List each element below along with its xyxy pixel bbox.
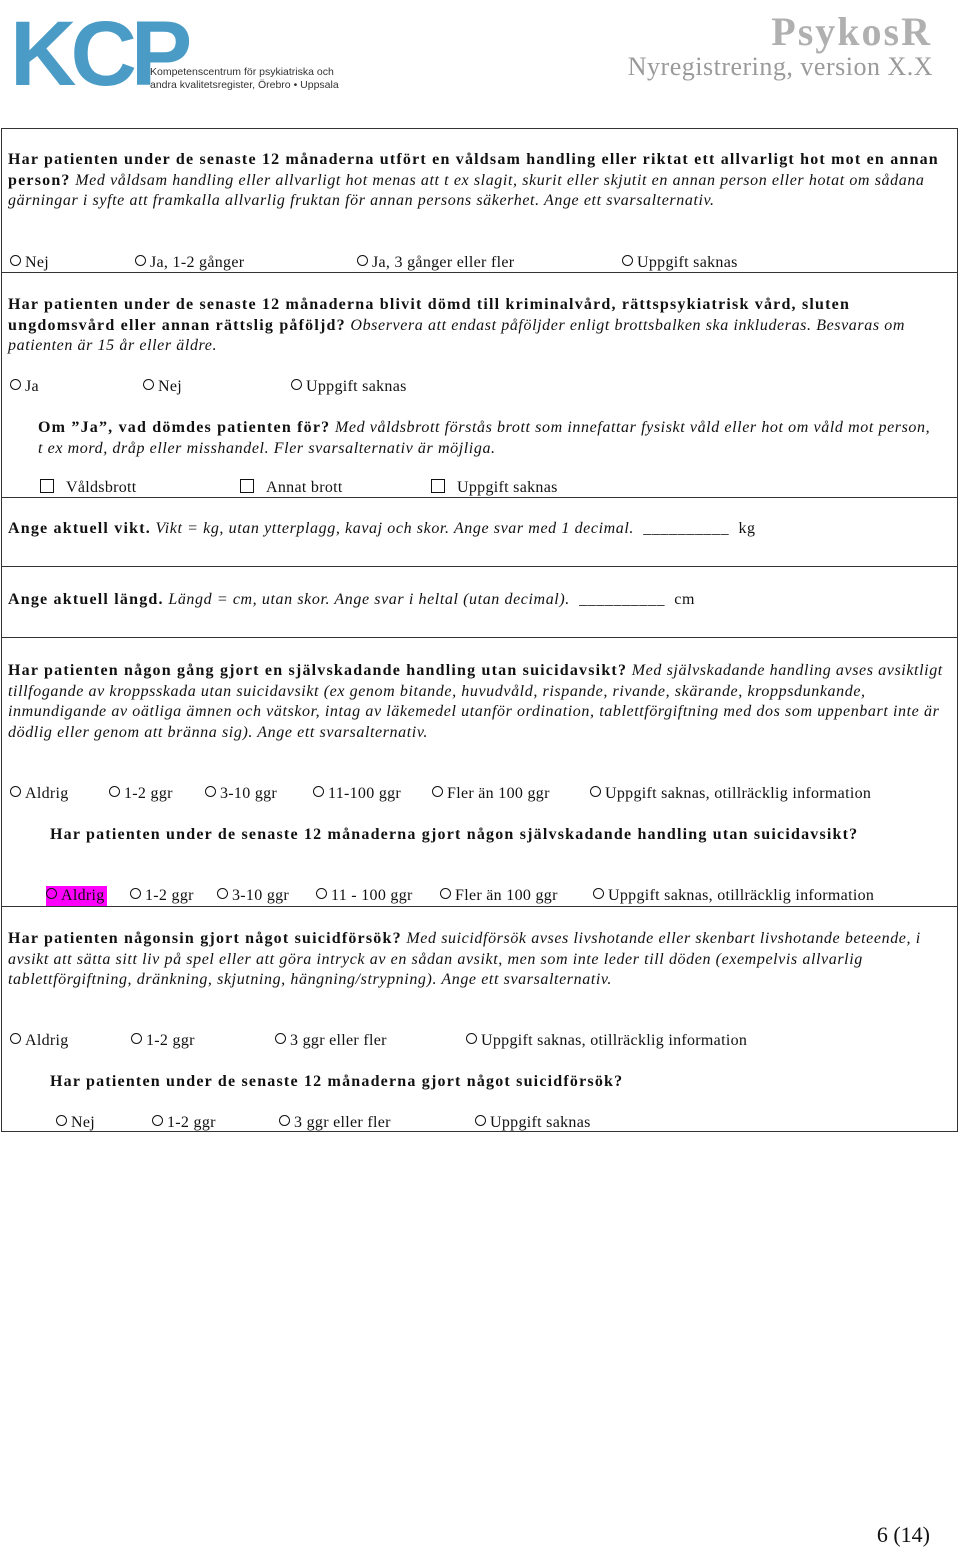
radio-option[interactable]: 1-2 ggr bbox=[130, 886, 194, 906]
radio-icon bbox=[313, 786, 324, 797]
divider bbox=[1, 566, 958, 567]
weight-input[interactable]: __________ bbox=[643, 520, 730, 537]
question-weight bbox=[8, 519, 953, 540]
radio-option[interactable]: Uppgift saknas, otillräcklig information bbox=[593, 886, 874, 906]
checkbox-icon bbox=[40, 479, 54, 493]
subquestion-suicide-12m bbox=[50, 1072, 910, 1093]
question-text: Ange aktuell längd. bbox=[8, 591, 164, 608]
subquestion-crime-type bbox=[38, 418, 938, 459]
question-text: Har patienten under de senaste 12 månaderna gjort någon självskadande handling utan suicidavsikt? bbox=[50, 826, 859, 843]
radio-icon bbox=[131, 1033, 142, 1044]
radio-icon bbox=[217, 888, 228, 899]
question-text: Har patienten under de senaste 12 månaderna gjort något suicidförsök? bbox=[50, 1073, 624, 1090]
question-suicide-attempt bbox=[8, 929, 953, 991]
document-title: PsykosR bbox=[771, 9, 932, 54]
radio-icon bbox=[10, 786, 21, 797]
checkbox-option[interactable]: Uppgift saknas bbox=[431, 478, 558, 498]
question-text: Har patienten under de senaste 12 månaderna utfört en våldsam handling eller riktat ett allvarligt hot mot en annan person? bbox=[8, 151, 939, 189]
question-text: Om ”Ja”, vad dömdes patienten för? bbox=[38, 419, 331, 436]
radio-icon bbox=[46, 888, 57, 899]
question-help: Med självskadande handling avses avsiktligt tillfogande av kroppsskada utan suicidavsikt (ex genom bitande, huvudvåld, rispande, rivande, skärande, kroppsdunkande, inmundigande av oätliga ämnen och vätskor, intag av läkemedel utanför ordination, tablettförgiftning med dos som uppenbart inte är dödlig eller genom att bränna sig). Ange ett svarsalternativ. bbox=[8, 662, 943, 741]
radio-icon bbox=[109, 786, 120, 797]
radio-option[interactable]: Fler än 100 ggr bbox=[440, 886, 558, 906]
radio-option[interactable]: Aldrig bbox=[10, 1031, 69, 1051]
radio-icon bbox=[357, 255, 368, 266]
height-unit: cm bbox=[674, 591, 696, 608]
radio-icon bbox=[590, 786, 601, 797]
checkbox-option[interactable]: Annat brott bbox=[240, 478, 343, 498]
question-help: Med våldsam handling eller allvarligt hot menas att t ex slagit, skurit eller skjutit en annan person eller hotat om sådana gärningar i syfte att framkalla allvarlig fruktan för annan persons säkerhet. Ange ett svarsalternativ. bbox=[8, 171, 925, 209]
radio-option-selected[interactable]: Aldrig bbox=[46, 886, 107, 906]
radio-option[interactable]: Aldrig bbox=[10, 784, 69, 804]
logo-subtitle bbox=[150, 66, 339, 92]
radio-icon bbox=[316, 888, 327, 899]
question-violent-act bbox=[8, 150, 953, 212]
radio-option[interactable]: 1-2 ggr bbox=[109, 784, 173, 804]
question-help: Med suicidförsök avses livshotande eller skenbart livshotande beteende, i avsikt att sätta sitt liv på spel eller att göra intryck av en sådan avsikt, men som inte leder till döden (exempelvis allvarlig tablettförgiftning, dränkning, skjutning, hängning/strypning). Ange ett svarsalternativ. bbox=[8, 930, 921, 988]
document-subtitle: Nyregistrering, version X.X bbox=[627, 52, 933, 81]
question-sentenced bbox=[8, 295, 953, 357]
checkbox-option[interactable]: Våldsbrott bbox=[40, 478, 137, 498]
radio-option[interactable]: Uppgift saknas bbox=[475, 1113, 591, 1133]
radio-option[interactable]: 3-10 ggr bbox=[205, 784, 277, 804]
radio-option[interactable]: Nej bbox=[10, 253, 49, 273]
radio-option[interactable]: Fler än 100 ggr bbox=[432, 784, 550, 804]
radio-option[interactable]: Nej bbox=[56, 1113, 95, 1133]
radio-icon bbox=[56, 1115, 67, 1126]
question-text: Har patienten någonsin gjort något suicidförsök? bbox=[8, 930, 402, 947]
radio-option[interactable]: Uppgift saknas, otillräcklig information bbox=[466, 1031, 747, 1051]
radio-icon bbox=[622, 255, 633, 266]
radio-icon bbox=[475, 1115, 486, 1126]
checkbox-icon bbox=[431, 479, 445, 493]
question-text: Ange aktuell vikt. bbox=[8, 520, 151, 537]
radio-icon bbox=[130, 888, 141, 899]
radio-icon bbox=[10, 255, 21, 266]
page-number: 6 (14) bbox=[876, 1522, 930, 1547]
radio-option[interactable]: 3 ggr eller fler bbox=[279, 1113, 391, 1133]
radio-icon bbox=[10, 379, 21, 390]
question-help: Längd = cm, utan skor. Ange svar i heltal (utan decimal). bbox=[163, 591, 570, 608]
radio-icon bbox=[279, 1115, 290, 1126]
radio-icon bbox=[205, 786, 216, 797]
question-help: Med våldsbrott förstås brott som innefattar fysiskt våld eller hot om våld mot person, t ex mord, dråp eller misshandel. Fler svarsalternativ är möjliga. bbox=[38, 419, 931, 457]
radio-option[interactable]: 1-2 ggr bbox=[131, 1031, 195, 1051]
divider bbox=[1, 637, 958, 638]
radio-icon bbox=[135, 255, 146, 266]
radio-option[interactable]: 11-100 ggr bbox=[313, 784, 401, 804]
radio-option[interactable]: Uppgift saknas bbox=[622, 253, 738, 273]
checkbox-icon bbox=[240, 479, 254, 493]
radio-icon bbox=[275, 1033, 286, 1044]
question-help: Observera att endast påföljder enligt brottsbalken ska inkluderas. Besvaras om patienten är 15 år eller äldre. bbox=[8, 316, 906, 354]
question-text: Har patienten någon gång gjort en självskadande handling utan suicidavsikt? bbox=[8, 662, 628, 679]
radio-option[interactable]: Nej bbox=[143, 377, 182, 397]
radio-option[interactable]: Ja bbox=[10, 377, 39, 397]
height-input[interactable]: __________ bbox=[579, 591, 666, 608]
question-help: Vikt = kg, utan ytterplagg, kavaj och skor. Ange svar med 1 decimal. bbox=[150, 520, 635, 537]
radio-icon bbox=[291, 379, 302, 390]
radio-icon bbox=[10, 1033, 21, 1044]
radio-option[interactable]: Uppgift saknas bbox=[291, 377, 407, 397]
radio-option[interactable]: Ja, 1-2 gånger bbox=[135, 253, 244, 273]
divider bbox=[1, 906, 958, 907]
question-self-harm bbox=[8, 661, 953, 743]
radio-option[interactable]: 3 ggr eller fler bbox=[275, 1031, 387, 1051]
radio-icon bbox=[466, 1033, 477, 1044]
logo-subtitle-line-2: andra kvalitetsregister, Örebro • Uppsala bbox=[150, 79, 339, 91]
radio-option[interactable]: Ja, 3 gånger eller fler bbox=[357, 253, 514, 273]
radio-option[interactable]: 3-10 ggr bbox=[217, 886, 289, 906]
radio-icon bbox=[440, 888, 451, 899]
question-text: Har patienten under de senaste 12 månaderna blivit dömd till kriminalvård, rättspsykiatrisk vård, sluten ungdomsvård eller annan rättslig påföljd? bbox=[8, 296, 851, 334]
radio-icon bbox=[593, 888, 604, 899]
question-height bbox=[8, 590, 953, 611]
radio-option[interactable]: 11 - 100 ggr bbox=[316, 886, 413, 906]
weight-unit: kg bbox=[738, 520, 756, 537]
subquestion-self-harm-12m bbox=[50, 825, 910, 846]
radio-icon bbox=[152, 1115, 163, 1126]
radio-option[interactable]: Uppgift saknas, otillräcklig information bbox=[590, 784, 871, 804]
radio-icon bbox=[432, 786, 443, 797]
radio-option[interactable]: 1-2 ggr bbox=[152, 1113, 216, 1133]
logo-subtitle-line-1: Kompetenscentrum för psykiatriska och bbox=[150, 66, 334, 78]
kcp-logo bbox=[10, 3, 340, 105]
radio-icon bbox=[143, 379, 154, 390]
logo-mark: KCP bbox=[10, 3, 187, 105]
